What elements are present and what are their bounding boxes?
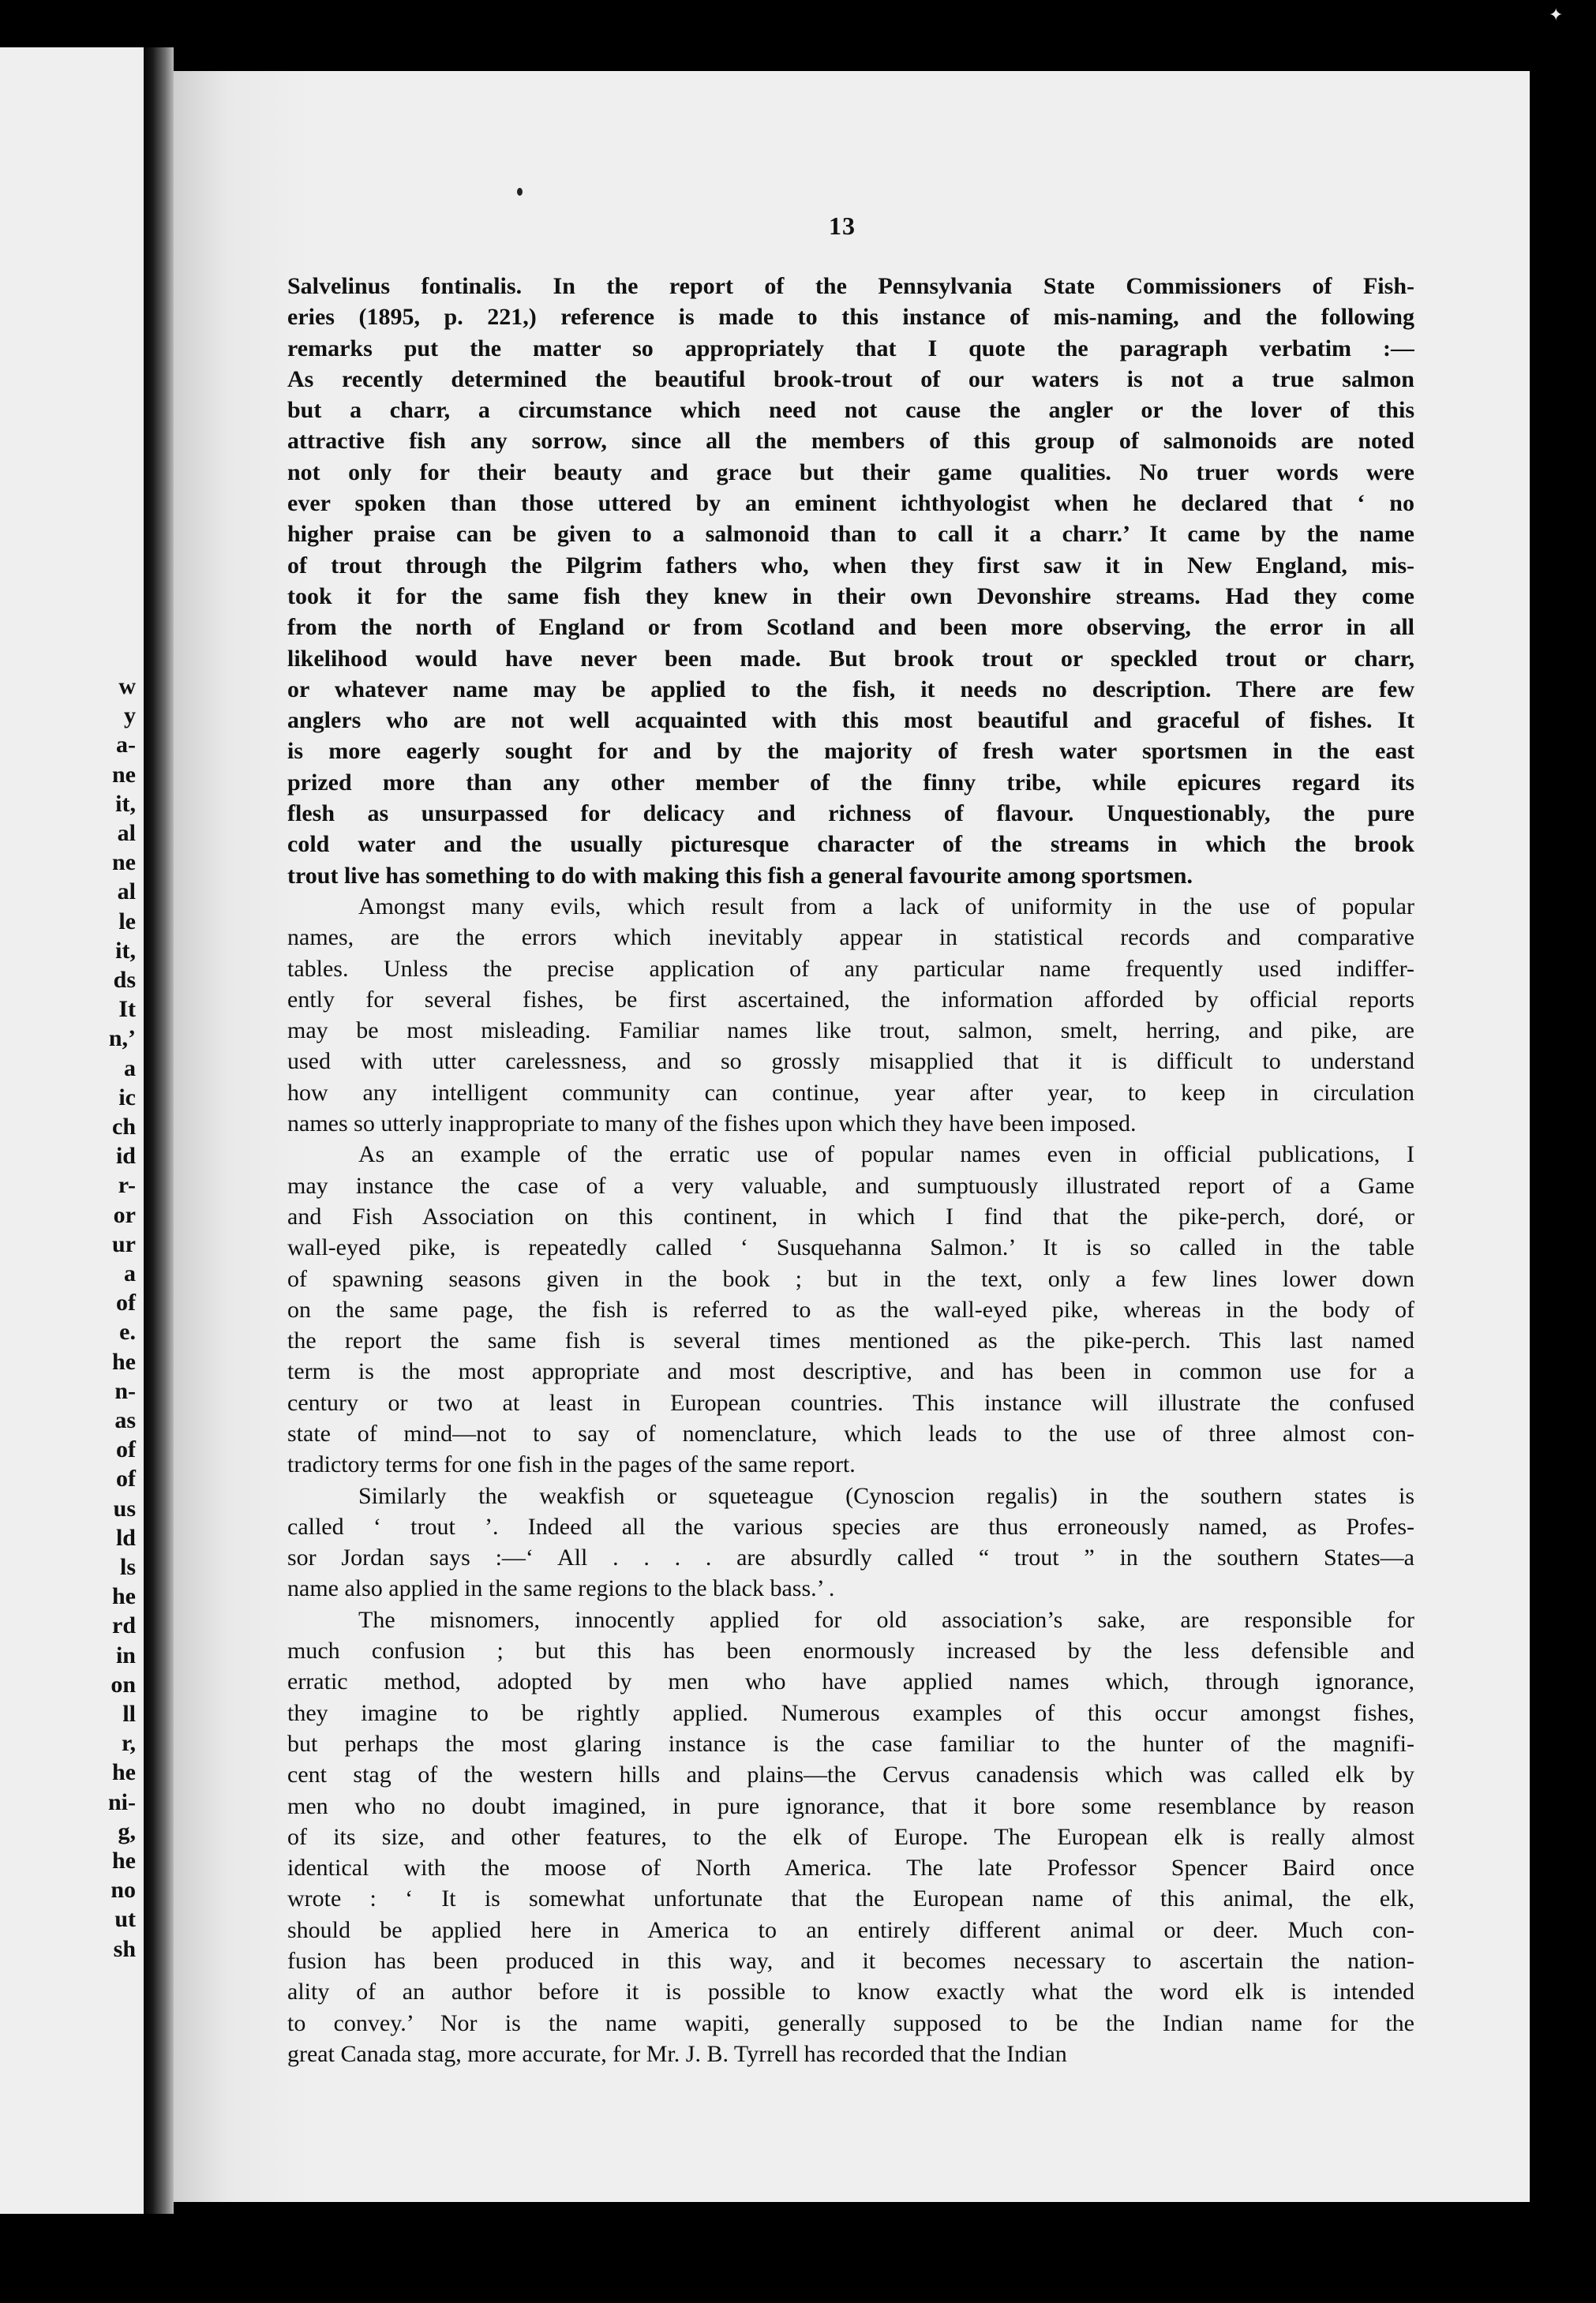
text-line: names so utterly inappropriate to many of the fishes upon which they have been imposed. <box>287 1110 1137 1137</box>
fragment-line: he <box>112 1583 136 1610</box>
text-line: of its size, and other features, to the elk of Europe. The European elk is really almost <box>287 1823 1414 1850</box>
text-line: erratic method, adopted by men who have applied names which, through ignorance, <box>287 1668 1414 1695</box>
text-line: remarks put the matter so appropriately that I quote the paragraph verbatim :— <box>287 335 1414 361</box>
fragment-line: us <box>113 1495 136 1522</box>
text-line: took it for the same fish they knew in their own Devonshire streams. Had they come <box>287 582 1414 609</box>
text-line: higher praise can be given to a salmonoid than to call it a charr.’ It came by the name <box>287 521 1414 548</box>
text-line: tradictory terms for one fish in the pages of the same report. <box>287 1451 856 1478</box>
fragment-line: it, <box>115 937 136 964</box>
text-line: The misnomers, innocently applied for old association’s sake, are responsible for <box>358 1606 1414 1633</box>
paragraph <box>287 891 1414 1139</box>
text-line: should be applied here in America to an entirely different animal or deer. Much con- <box>287 1916 1414 1943</box>
fragment-line: ne <box>112 761 136 788</box>
fragment-line: w <box>118 673 136 699</box>
text-line: great Canada stag, more accurate, for Mr. J. B. Tyrrell has recorded that the Indian <box>287 2040 1067 2067</box>
text-line: fusion has been produced in this way, and it becomes necessary to ascertain the nation- <box>287 1948 1414 1975</box>
fragment-line: a <box>124 1260 136 1286</box>
fragment-line: a- <box>116 732 136 758</box>
text-line: name also applied in the same regions to the black bass.’ . <box>287 1575 835 1602</box>
fragment-line: of <box>116 1466 136 1492</box>
fragment-line: r- <box>118 1172 136 1199</box>
text-line: or whatever name may be applied to the fish, it needs no description. There are few <box>287 676 1414 702</box>
text-line: on the same page, the fish is referred to as the wall-eyed pike, whereas in the body of <box>287 1296 1414 1323</box>
fragment-line: a <box>124 1054 136 1081</box>
fragment-line: of <box>116 1290 136 1316</box>
fragment-line: r, <box>121 1730 136 1757</box>
fragment-line: ne <box>112 849 136 876</box>
text-line: century or two at least in European countries. This instance will illustrate the confused <box>287 1389 1414 1416</box>
text-line: and Fish Association on this continent, in which I find that the pike-perch, doré, or <box>287 1203 1414 1230</box>
text-line: called ‘ trout ’. Indeed all the various species are thus erroneously named, as Profes- <box>287 1513 1414 1540</box>
text-line: wall-eyed pike, is repeatedly called ‘ Susquehanna Salmon.’ It is so called in the table <box>287 1234 1414 1261</box>
text-line: anglers who are not well acquainted with this most beautiful and graceful of fishes. It <box>287 707 1414 734</box>
fragment-line: on <box>111 1671 136 1698</box>
fragment-line: sh <box>113 1935 136 1962</box>
paragraph <box>287 1481 1414 1605</box>
fragment-line: he <box>112 1848 136 1874</box>
text-line: they imagine to be rightly applied. Numerous examples of this occur amongst fishes, <box>287 1699 1414 1726</box>
fragment-line: ll <box>122 1701 136 1727</box>
fragment-line: ic <box>118 1084 136 1110</box>
fragment-line: ch <box>112 1114 136 1140</box>
fragment-line: of <box>116 1436 136 1463</box>
book-gutter <box>144 47 174 2214</box>
fragment-line: he <box>112 1759 136 1786</box>
text-line: prized more than any other member of the finny tribe, while epicures regard its <box>287 769 1414 796</box>
ink-speck <box>517 188 523 196</box>
text-line: cent stag of the western hills and plains—the Cervus canadensis which was called elk by <box>287 1762 1414 1788</box>
text-line: tables. Unless the precise application of any particular name frequently used indiffer- <box>287 955 1414 982</box>
text-line: is more eagerly sought for and by the majority of fresh water sportsmen in the east <box>287 738 1414 765</box>
paragraph <box>287 1139 1414 1480</box>
text-line: Amongst many evils, which result from a lack of uniformity in the use of popular <box>358 893 1414 919</box>
paragraph <box>287 1605 1414 2069</box>
text-line: wrote : ‘ It is somewhat unfortunate that the European name of this animal, the elk, <box>287 1885 1414 1912</box>
fragment-line: he <box>112 1348 136 1375</box>
paragraph <box>287 271 1414 891</box>
fragment-line: ls <box>119 1554 136 1580</box>
text-line: how any intelligent community can continue, year after year, to keep in circulation <box>287 1079 1414 1106</box>
text-line: used with utter carelessness, and so grossly misapplied that it is difficult to understand <box>287 1048 1414 1075</box>
text-line: cold water and the usually picturesque character of the streams in which the brook <box>287 831 1414 858</box>
fragment-line: g, <box>118 1818 136 1844</box>
fragment-line: no <box>111 1877 136 1904</box>
fragment-line: rd <box>112 1612 136 1639</box>
facing-page-fragment <box>0 47 144 2214</box>
text-line: flesh as unsurpassed for delicacy and richness of flavour. Unquestionably, the pure <box>287 800 1414 827</box>
text-line: names, are the errors which inevitably appear in statistical records and comparative <box>287 924 1414 951</box>
fragment-line: n,’ <box>108 1025 136 1052</box>
text-line: trout live has something to do with making this fish a general favourite among sportsmen. <box>287 862 1193 889</box>
fragment-line: al <box>117 820 136 846</box>
fragment-line: in <box>115 1642 136 1668</box>
text-line: eries (1895, p. 221,) reference is made to this instance of mis-naming, and the following <box>287 304 1414 331</box>
text-line: ever spoken than those uttered by an eminent ichthyologist when he declared that ‘ no <box>287 490 1414 517</box>
text-line: may be most misleading. Familiar names like trout, salmon, smelt, herring, and pike, are <box>287 1017 1414 1044</box>
text-line: but perhaps the most glaring instance is the case familiar to the hunter of the magnifi- <box>287 1730 1414 1757</box>
fragment-line: y <box>124 702 136 729</box>
scan-corner-mark: ✦ <box>1549 5 1564 24</box>
text-line: from the north of England or from Scotland and been more observing, the error in all <box>287 614 1414 641</box>
fragment-line: ld <box>115 1524 136 1551</box>
fragment-line: ur <box>112 1230 136 1257</box>
text-line: of spawning seasons given in the book ; but in the text, only a few lines lower down <box>287 1265 1414 1292</box>
text-line: the report the same fish is several times mentioned as the pike-perch. This last named <box>287 1328 1414 1354</box>
text-line: sor Jordan says :—‘ All . . . . are absurdly called “ trout ” in the southern States—a <box>287 1545 1414 1571</box>
text-line: ently for several fishes, be first ascertained, the information afforded by official reports <box>287 986 1414 1013</box>
text-line: identical with the moose of North America. The late Professor Spencer Baird once <box>287 1855 1414 1882</box>
body-text <box>287 271 1414 2069</box>
text-line: Salvelinus fontinalis. In the report of the Pennsylvania State Commissioners of Fish- <box>287 273 1414 299</box>
fragment-line: It <box>118 996 136 1023</box>
text-line: of trout through the Pilgrim fathers who, when they first saw it in New England, mis- <box>287 552 1414 579</box>
fragment-line: ut <box>114 1906 136 1933</box>
page-number: 13 <box>829 212 856 240</box>
text-line: but a charr, a circumstance which need not cause the angler or the lover of this <box>287 397 1414 424</box>
text-line: attractive fish any sorrow, since all the members of this group of salmonoids are noted <box>287 428 1414 455</box>
fragment-line: id <box>115 1143 136 1170</box>
text-line: state of mind—not to say of nomenclature, which leads to the use of three almost con- <box>287 1420 1414 1447</box>
text-line: not only for their beauty and grace but their game qualities. No truer words were <box>287 459 1414 485</box>
fragment-line: e. <box>119 1319 136 1346</box>
text-line: As an example of the erratic use of popular names even in official publications, I <box>358 1141 1414 1168</box>
text-line: ality of an author before it is possible to know exactly what the word elk is intended <box>287 1979 1414 2005</box>
fragment-line: al <box>117 878 136 905</box>
fragment-line: it, <box>115 790 136 817</box>
fragment-line: or <box>113 1201 136 1228</box>
text-line: much confusion ; but this has been enormously increased by the less defensible and <box>287 1638 1414 1665</box>
fragment-line: as <box>114 1407 136 1433</box>
text-line: As recently determined the beautiful brook-trout of our waters is not a true salmon <box>287 365 1414 392</box>
fragment-line: ni- <box>107 1788 136 1815</box>
text-line: term is the most appropriate and most descriptive, and has been in common use for a <box>287 1358 1414 1385</box>
text-line: likelihood would have never been made. But brook trout or speckled trout or charr, <box>287 645 1414 672</box>
text-line: may instance the case of a very valuable, and sumptuously illustrated report of a Game <box>287 1172 1414 1199</box>
fragment-line: le <box>118 908 136 934</box>
text-line: to convey.’ Nor is the name wapiti, generally supposed to be the Indian name for the <box>287 2009 1414 2036</box>
text-line: Similarly the weakfish or squeteague (Cynoscion regalis) in the southern states is <box>358 1482 1414 1509</box>
fragment-line: n- <box>114 1377 136 1404</box>
text-line: men who no doubt imagined, in pure ignorance, that it bore some resemblance by reason <box>287 1792 1414 1819</box>
fragment-line: ds <box>113 967 136 993</box>
